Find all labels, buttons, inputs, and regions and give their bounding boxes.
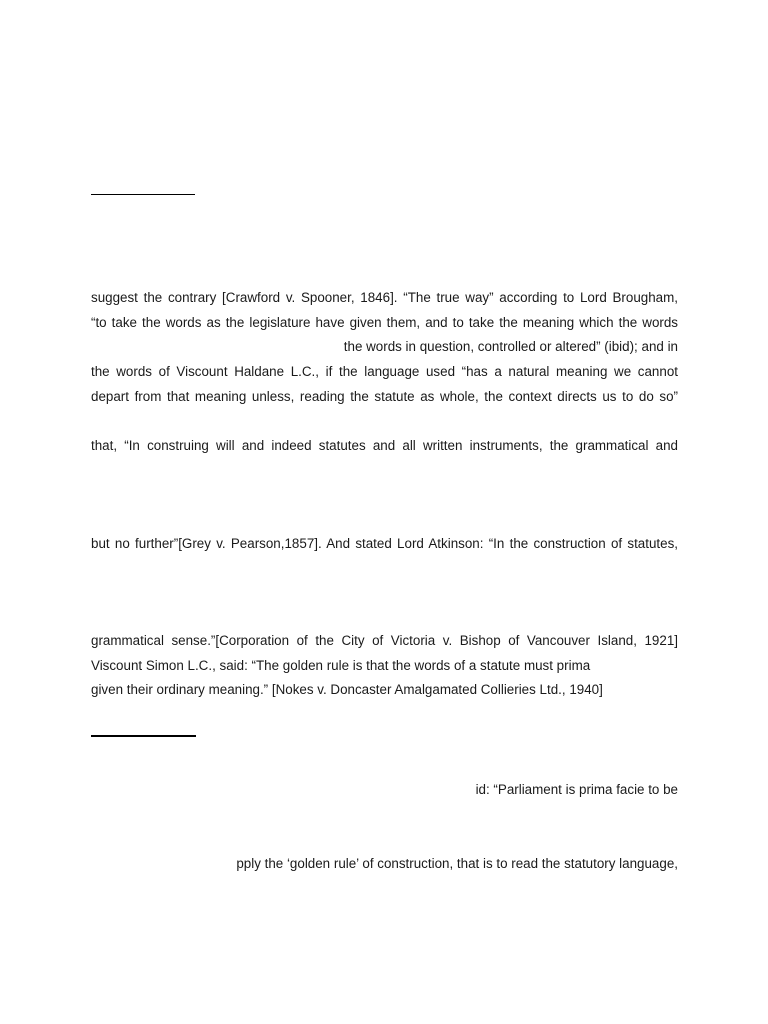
top-separator-rule — [91, 194, 195, 195]
text-line: the words in question, controlled or altered” (ibid); and in — [343, 339, 678, 354]
text-line: grammatical sense.”[Corporation of the City of Victoria v. Bishop of Vancouver Island, 1921] — [91, 633, 678, 648]
text-line: but no further”[Grey v. Pearson,1857]. And stated Lord Atkinson: “In the construction of statutes, — [91, 536, 678, 551]
text-line: id: “Parliament is prima facie to be — [475, 782, 678, 797]
mid-separator-rule — [91, 735, 196, 737]
text-line: the words of Viscount Haldane L.C., if the language used “has a natural meaning we cannot — [91, 364, 678, 379]
text-line: given their ordinary meaning.” [Nokes v. Doncaster Amalgamated Collieries Ltd., 1940] — [91, 682, 603, 697]
text-line: that, “In construing will and indeed statutes and all written instruments, the grammatical and — [91, 438, 678, 453]
text-line: Viscount Simon L.C., said: “The golden rule is that the words of a statute must prima — [91, 658, 591, 673]
text-line: “to take the words as the legislature have given them, and to take the meaning which the words — [91, 315, 678, 330]
text-line: depart from that meaning unless, reading the statute as whole, the context directs us to do so” — [91, 389, 678, 404]
text-line: suggest the contrary [Crawford v. Spooner, 1846]. “The true way” according to Lord Brougham, — [91, 290, 678, 305]
text-line: pply the ‘golden rule’ of construction, that is to read the statutory language, — [236, 856, 678, 871]
